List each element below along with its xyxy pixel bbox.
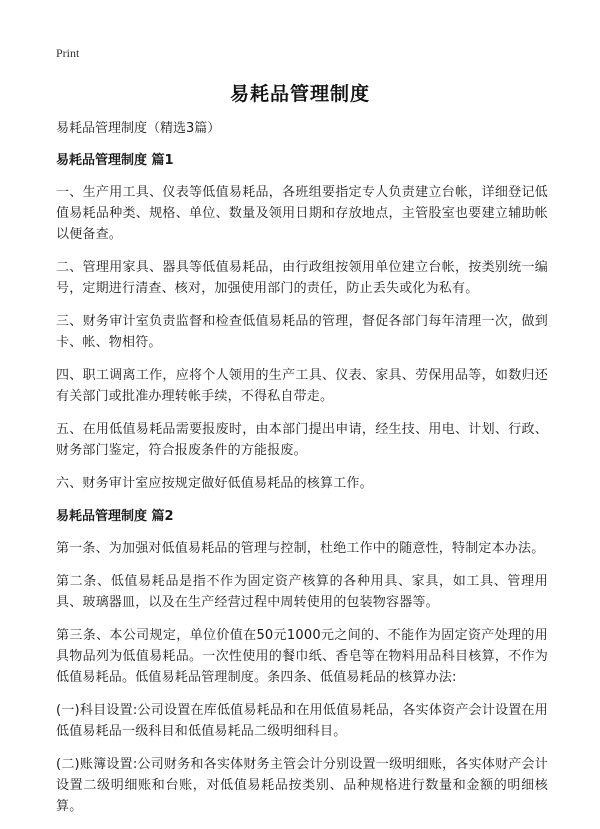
page-title: 易耗品管理制度 (229, 83, 370, 105)
paragraph: 二、管理用家具、器具等低值易耗品，由行政组按领用单位建立台帐，按类别统一编号，定期进行清查、核对，加强使用部门的责任，防止丢失或化为私有。 (56, 260, 548, 296)
section-heading: 易耗品管理制度 篇2 (56, 509, 174, 524)
paragraph: 六、财务审计室应按规定做好低值易耗品的核算工作。 (56, 476, 373, 491)
document-body (56, 120, 548, 829)
section-2 (56, 508, 548, 817)
paragraph: 第一条、为加强对低值易耗品的管理与控制，杜绝工作中的随意性，特制定本办法。 (56, 541, 545, 556)
document-subtitle: 易耗品管理制度（精选3篇） (56, 121, 221, 136)
section-1 (56, 152, 548, 494)
paragraph: 一、生产用工具、仪表等低值易耗品，各班组要指定专人负责建立台帐，详细登记低值易耗品种类、规格、单位、数量及领用日期和存放地点，主管股室也要建立辅助帐以便备查。 (56, 185, 548, 242)
paragraph: (一)科目设置:公司设置在库低值易耗品和在用低值易耗品，各实体资产会计设置在用低值易耗品一级科目和低值易耗品二级明细科目。 (56, 703, 548, 739)
print-link[interactable]: Print (56, 46, 80, 60)
paragraph: 第三条、本公司规定，单位价值在50元1000元之间的、不能作为固定资产处理的用具物品列为低值易耗品。一次性使用的餐巾纸、香皂等在物料用品科目核算，不作为低值易耗品。低值易耗品管理制度。条四条、低值易耗品的核算办法: (56, 628, 548, 685)
paragraph: 四、职工调离工作，应将个人领用的生产工具、仪表、家具、劳保用品等，如数归还有关部门或批准办理转帐手续，不得私自带走。 (56, 368, 548, 404)
paragraph: 第二条、低值易耗品是指不作为固定资产核算的各种用具、家具，如工具、管理用具、玻璃器皿，以及在生产经营过程中周转使用的包装物容器等。 (56, 574, 548, 610)
paragraph: 五、在用低值易耗品需要报废时，由本部门提出申请，经生技、用电、计划、行政、财务部门鉴定，符合报废条件的方能报废。 (56, 422, 548, 458)
section-heading: 易耗品管理制度 篇1 (56, 153, 174, 168)
paragraph: (二)账簿设置:公司财务和各实体财务主管会计分别设置一级明细账，各实体财产会计设置二级明细账和台账，对低值易耗品按类别、品种规格进行数量和金额的明细核算。 (56, 757, 548, 814)
paragraph: 三、财务审计室负责监督和检查低值易耗品的管理，督促各部门每年清理一次，做到卡、帐、物相符。 (56, 314, 548, 350)
